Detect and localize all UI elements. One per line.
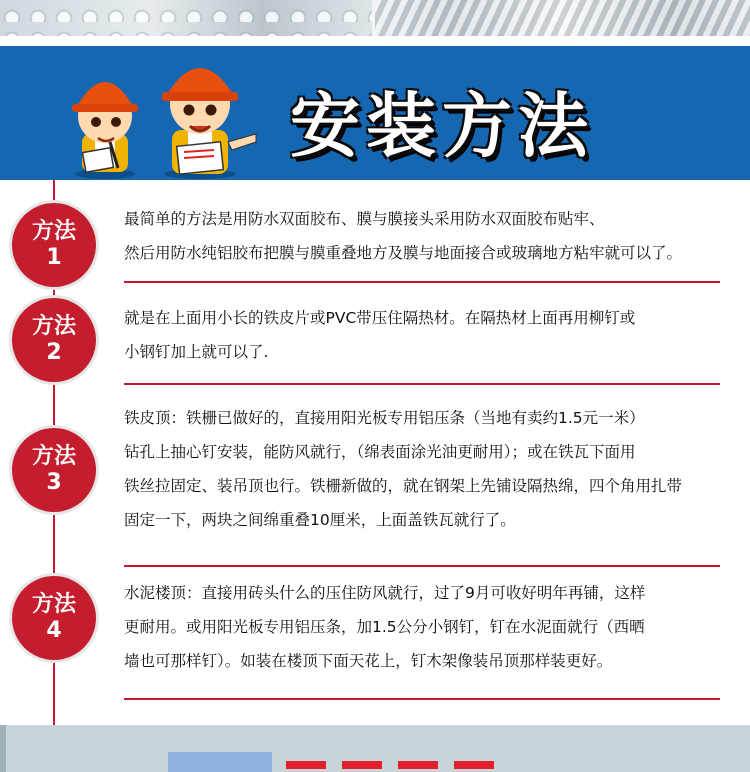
method-3-line: 钻孔上抽心钉安装，能防风就行，（绵表面涂光油更耐用）；或在铁瓦下面用 (124, 443, 636, 461)
worker-left-icon (72, 82, 138, 179)
method-2-line: 小钢钉加上就可以了. (124, 343, 269, 361)
top-material-photo-strip (0, 0, 750, 36)
teaser-heading-fragment (286, 747, 516, 772)
teaser-glyph-fragment (286, 761, 326, 769)
teaser-edge (0, 725, 6, 772)
method-3-line: 铁皮顶：铁栅已做好的，直接用阳光板专用铝压条（当地有卖约1.5元一米） (124, 409, 645, 427)
worker-right-icon (162, 68, 256, 179)
method-3-badge-label: 方法 (31, 444, 76, 469)
method-3-badge (12, 428, 96, 512)
method-2-line: 就是在上面用小长的铁皮片或PVC带压住隔热材。在隔热材上面再用柳钉或 (124, 309, 636, 327)
method-1-line: 最简单的方法是用防水双面胶布、膜与膜接头采用防水双面胶布贴牢、 (124, 210, 605, 228)
method-3-badge-number: 3 (46, 470, 62, 495)
method-3-text (124, 401, 740, 537)
bubble-foil-texture (0, 0, 372, 36)
method-4-line: 水泥楼顶：直接用砖头什么的压住防风就行，过了9月可收好明年再铺，这样 (124, 584, 646, 602)
teaser-blue-block (168, 752, 272, 772)
method-2-divider (124, 383, 720, 385)
teaser-glyph-fragment (398, 761, 438, 769)
method-4-badge-number: 4 (46, 618, 62, 643)
method-2-text (124, 301, 740, 369)
method-4-divider (124, 698, 720, 700)
next-section-teaser (0, 725, 750, 772)
method-4-text (124, 576, 740, 678)
method-1-badge-label: 方法 (31, 219, 76, 244)
method-3-line: 铁丝拉固定、装吊顶也行。铁栅新做的，就在钢架上先铺设隔热绵，四个角用扎带 (124, 477, 683, 495)
method-1-badge (12, 203, 96, 287)
method-1-text (124, 202, 740, 270)
method-4-badge (12, 576, 96, 660)
aluminum-foil-texture (375, 0, 750, 36)
method-2-badge (12, 298, 96, 382)
methods-section (0, 180, 750, 725)
method-2-badge-number: 2 (46, 340, 62, 365)
method-4-badge-label: 方法 (31, 592, 76, 617)
method-3-line: 固定一下，两块之间绵重叠10厘米，上面盖铁瓦就行了。 (124, 511, 516, 529)
section-header-banner (0, 46, 750, 180)
method-1-divider (124, 281, 720, 283)
method-1-badge-number: 1 (46, 245, 62, 270)
method-1-line: 然后用防水纯铝胶布把膜与膜重叠地方及膜与地面接合或玻璃地方粘牢就可以了。 (124, 244, 683, 262)
method-4-line: 更耐用。或用阳光板专用铝压条，加1.5公分小钢钉，钉在水泥面就行（西晒 (124, 618, 645, 636)
method-2-badge-label: 方法 (31, 314, 76, 339)
worker-mascots-illustration (60, 46, 270, 180)
page-title: 安装方法 (290, 84, 594, 167)
method-3-divider (124, 565, 720, 567)
method-4-line: 墙也可那样钉）。如装在楼顶下面天花上，钉木架像装吊顶那样装更好。 (124, 652, 613, 670)
teaser-glyph-fragment (342, 761, 382, 769)
teaser-glyph-fragment (454, 761, 494, 769)
